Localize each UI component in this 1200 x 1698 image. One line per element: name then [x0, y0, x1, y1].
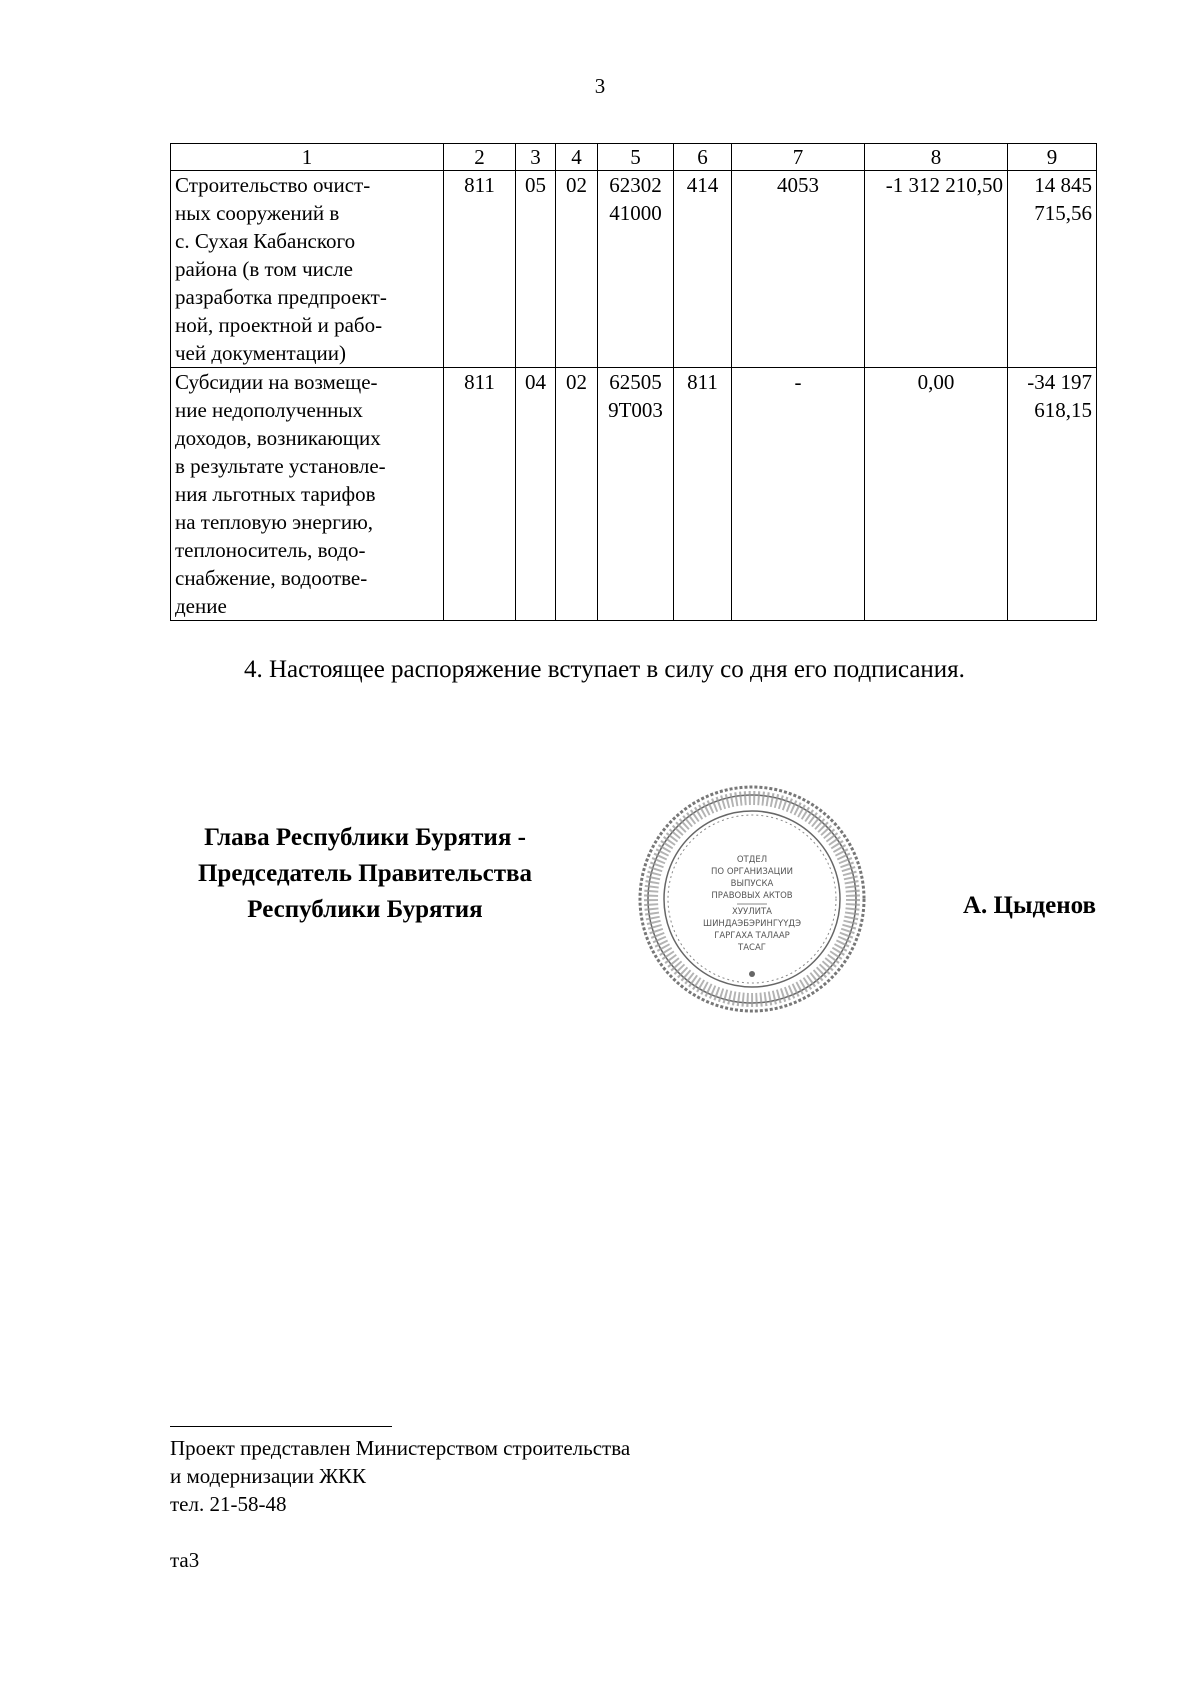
seal-text: ПРАВОВЫХ АКТОВ [711, 891, 793, 901]
header-cell: 9 [1008, 144, 1097, 171]
table-header-row [171, 144, 1097, 171]
amount-cell: 0,00 [865, 368, 1008, 621]
seal-text: ПО ОРГАНИЗАЦИИ [711, 867, 793, 877]
amount-cell: -1 312 210,50 [865, 171, 1008, 368]
signatory-title [170, 820, 560, 928]
header-cell: 2 [444, 144, 516, 171]
target-article-cell: 62302 41000 [598, 171, 674, 368]
code-cell: 4053 [732, 171, 865, 368]
footnote-divider [170, 1426, 392, 1427]
admin-code-cell: 811 [444, 368, 516, 621]
page-number: 3 [594, 74, 606, 98]
header-cell: 4 [556, 144, 598, 171]
document-code: та3 [170, 1548, 200, 1572]
subsection-cell: 02 [556, 368, 598, 621]
amount-cell: 14 845 715,56 [1008, 171, 1097, 368]
seal-text: ОТДЕЛ [736, 855, 768, 865]
header-cell: 6 [674, 144, 732, 171]
header-cell: 8 [865, 144, 1008, 171]
section-cell: 05 [516, 171, 556, 368]
signatory-title-line: Республики Бурятия [247, 896, 483, 923]
seal-text: ТАСАГ [738, 943, 766, 953]
signatory-title-line: Глава Республики Бурятия - [204, 824, 526, 851]
item-name-cell: Строительство очист- ных сооружений в с. Сухая Кабанского района (в том числе разработка предпроект- ной, проектной и рабо- чей документации) [171, 171, 444, 368]
official-seal [637, 784, 867, 1014]
table-row [171, 171, 1097, 368]
signatory-name: А. Цыденов [962, 892, 1096, 919]
seal-text: ХУУЛИТА [732, 907, 772, 917]
footnote-line: Проект представлен Министерством строительства [170, 1436, 631, 1460]
header-cell: 1 [171, 144, 444, 171]
footnote [170, 1434, 630, 1518]
section-cell: 04 [516, 368, 556, 621]
footnote-line: тел. 21-58-48 [170, 1492, 287, 1516]
header-cell: 7 [732, 144, 865, 171]
signatory-title-line: Председатель Правительства [197, 860, 533, 887]
budget-table [170, 143, 1097, 621]
header-cell: 3 [516, 144, 556, 171]
amount-cell: -34 197 618,15 [1008, 368, 1097, 621]
item-name-cell: Субсидии на возмеще- ние недополученных доходов, возникающих в результате установле- ния льготных тарифов на тепловую энергию, теплоноситель, водо- снабжение, водоотве- дение [171, 368, 444, 621]
seal-text: ВЫПУСКА [730, 879, 774, 889]
footnote-line: и модернизации ЖКК [170, 1464, 367, 1488]
target-article-cell: 62505 9Т003 [598, 368, 674, 621]
expense-type-cell: 811 [674, 368, 732, 621]
code-cell: - [732, 368, 865, 621]
subsection-cell: 02 [556, 171, 598, 368]
clause-text: 4. Настоящее распоряжение вступает в силу со дня его подписания. [244, 656, 965, 683]
admin-code-cell: 811 [444, 171, 516, 368]
expense-type-cell: 414 [674, 171, 732, 368]
seal-text: ГАРГАХА ТАЛААР [714, 931, 790, 941]
header-cell: 5 [598, 144, 674, 171]
seal-text: ШИНДАЭБЭРИНГҮҮДЭ [702, 919, 802, 929]
table-row [171, 368, 1097, 621]
